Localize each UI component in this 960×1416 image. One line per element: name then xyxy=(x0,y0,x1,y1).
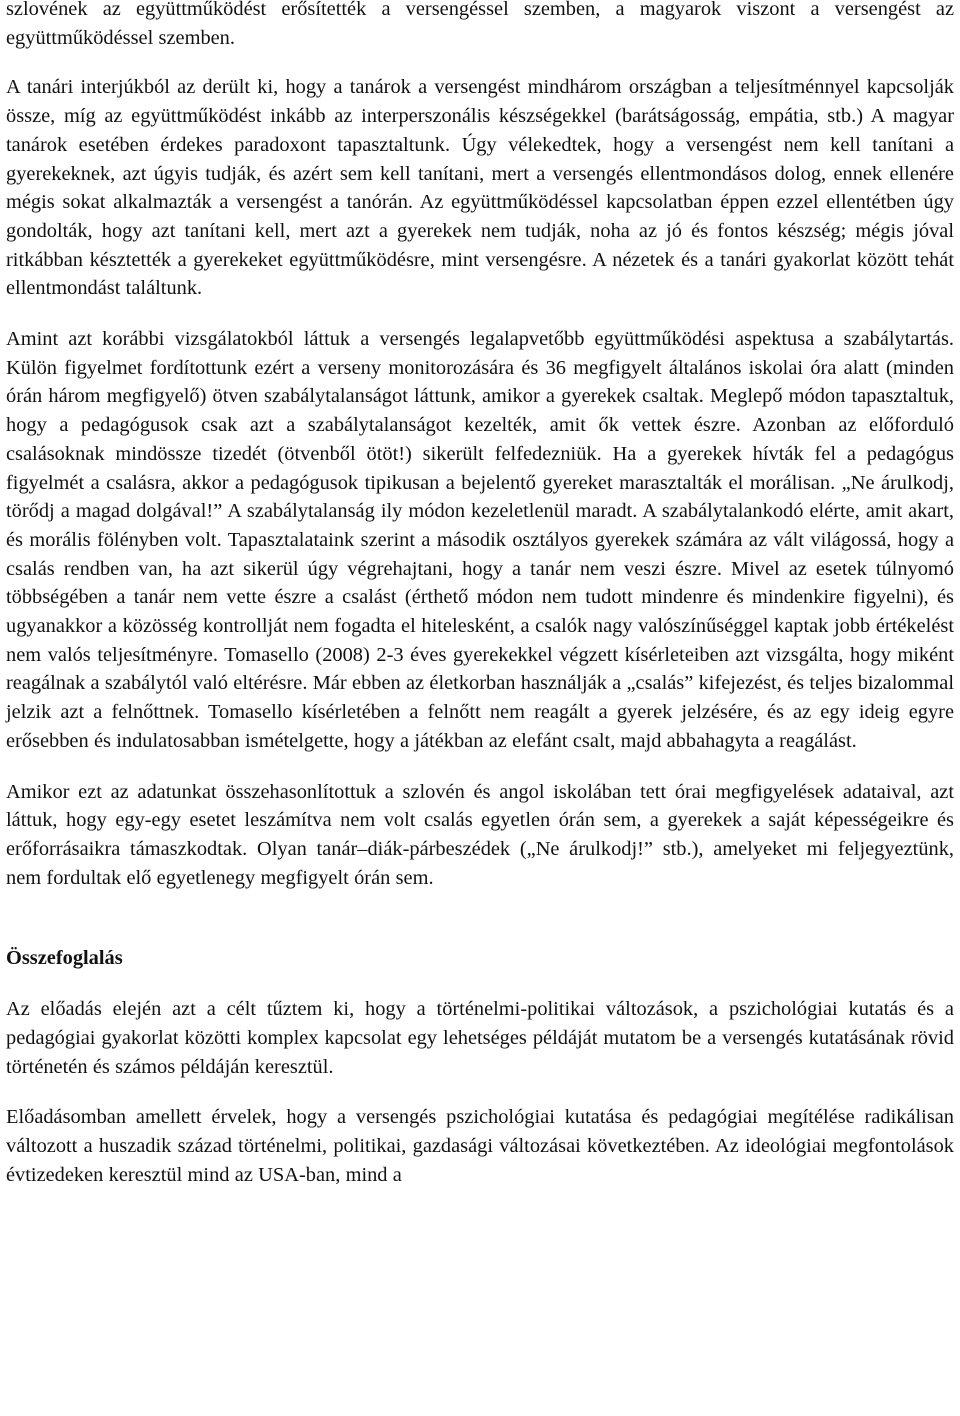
paragraph-continuation: szlovének az együttműködést erősítették a versengéssel szemben, a magyarok viszont a versengést az együttműködéssel szemben. xyxy=(6,0,954,49)
paragraph-teacher-interviews: A tanári interjúkból az derült ki, hogy a tanárok a versengést mindhárom országban a teljesítménnyel kapcsolják össze, míg az együttműködést inkább az interperszonális készségekkel (barátságosság, empátia, stb.) A magyar tanárok esetében érdekes paradoxont tapasztaltunk. Úgy vélekedtek, hogy a versengést nem kell tanítani a gyerekeknek, azt úgyis tudják, és azért sem kell tanítani, mert a versengés ellentmondásos dolog, ennek ellenére mégis sokat alkalmazták a versengést a tanórán. Az együttműködéssel kapcsolatban éppen ezzel ellentétben úgy gondolták, hogy azt tanítani kell, mert azt a gyerekek nem tudják, noha az jó és fontos készség; mégis jóval ritkábban késztették a gyerekeket együttműködésre, mint versengésre. A nézetek és a tanári gyakorlat között tehát ellentmondást találtunk. xyxy=(6,76,954,300)
summary-paragraph-argument: Előadásomban amellett érvelek, hogy a versengés pszichológiai kutatása és pedagógiai megítélése radikálisan változott a huszadik század történelmi, politikai, gazdasági változásai következtében. Az ideológiai megfontolások évtizedeken keresztül mind az USA-ban, mind a xyxy=(6,1106,954,1186)
summary-paragraph-goal: Az előadás elején azt a célt tűztem ki, hogy a történelmi-politikai változások, a pszichológiai kutatás és a pedagógiai gyakorlat közötti komplex kapcsolat egy lehetséges példáját mutatom be a versengés kutatásának rövid történetén és számos példáján keresztül. xyxy=(6,998,954,1078)
paragraph-rule-keeping: Amint azt korábbi vizsgálatokból láttuk a versengés legalapvetőbb együttműködési aspektusa a szabálytartás. Külön figyelmet fordítottunk ezért a verseny monitorozására és 36 megfigyelt általános iskolai óra alatt (minden órán három megfigyelő) ötven szabálytalanságot láttunk, amikor a gyerekek csaltak. Meglepő módon tapasztaltuk, hogy a pedagógusok csak azt a szabálytalanságot kezelték, amit ők vettek észre. Azonban az előforduló csalásoknak mindössze tizedét (ötvenből ötöt!) sikerült felfedezniük. Ha a gyerekek hívták fel a pedagógus figyelmét a csalásra, akkor a pedagógusok tipikusan a bejelentő gyereket marasztalták el morálisan. „Ne árulkodj, törődj a magad dolgával!” A szabálytalanság ily módon kezeletlenül maradt. A szabálytalankodó elérte, amit akart, és morális fölényben volt. Tapasztalataink szerint a második osztályos gyerekek számára az vált világossá, hogy a csalás rendben van, ha azt sikerül úgy végrehajtani, hogy a tanár nem veszi észre. Mivel az esetek túlnyomó többségében a tanár nem vette észre a csalást (érthető módon nem tudott mindenre és mindenkire figyelni), és ugyanakkor a közösség kontrollját nem fogadta el hitelesként, a csalók nagy valószínűséggel kaptak jobb értékelést nem valós teljesítményre. Tomasello (2008) 2-3 éves gyerekekkel végzett kísérleteiben azt vizsgálta, hogy miként reagálnak a szabálytól való eltérésre. Már ebben az életkorban használják a „csalás” kifejezést, és teljes bizalommal jelzik azt a felnőttnek. Tomasello kísérletében a felnőtt nem reagált a gyerek jelzésére, és az egy ideig egyre erősebben és indulatosabban ismételgette, hogy a játékban az elefánt csalt, majd abbahagyta a reagálást. xyxy=(6,328,954,752)
document-page xyxy=(6,0,954,1189)
section-heading-summary: Összefoglalás xyxy=(6,947,123,970)
paragraph-comparison: Amikor ezt az adatunkat összehasonlítottuk a szlovén és angol iskolában tett órai megfigyelések adataival, azt láttuk, hogy egy-egy esetet leszámítva nem volt csalás egyetlen órán sem, a gyerekek a saját képességeikre és erőforrásaikra támaszkodtak. Olyan tanár–diák-párbeszédek („Ne árulkodj!” stb.), amelyeket mi feljegyeztünk, nem fordultak elő egyetlenegy megfigyelt órán sem. xyxy=(6,780,954,889)
